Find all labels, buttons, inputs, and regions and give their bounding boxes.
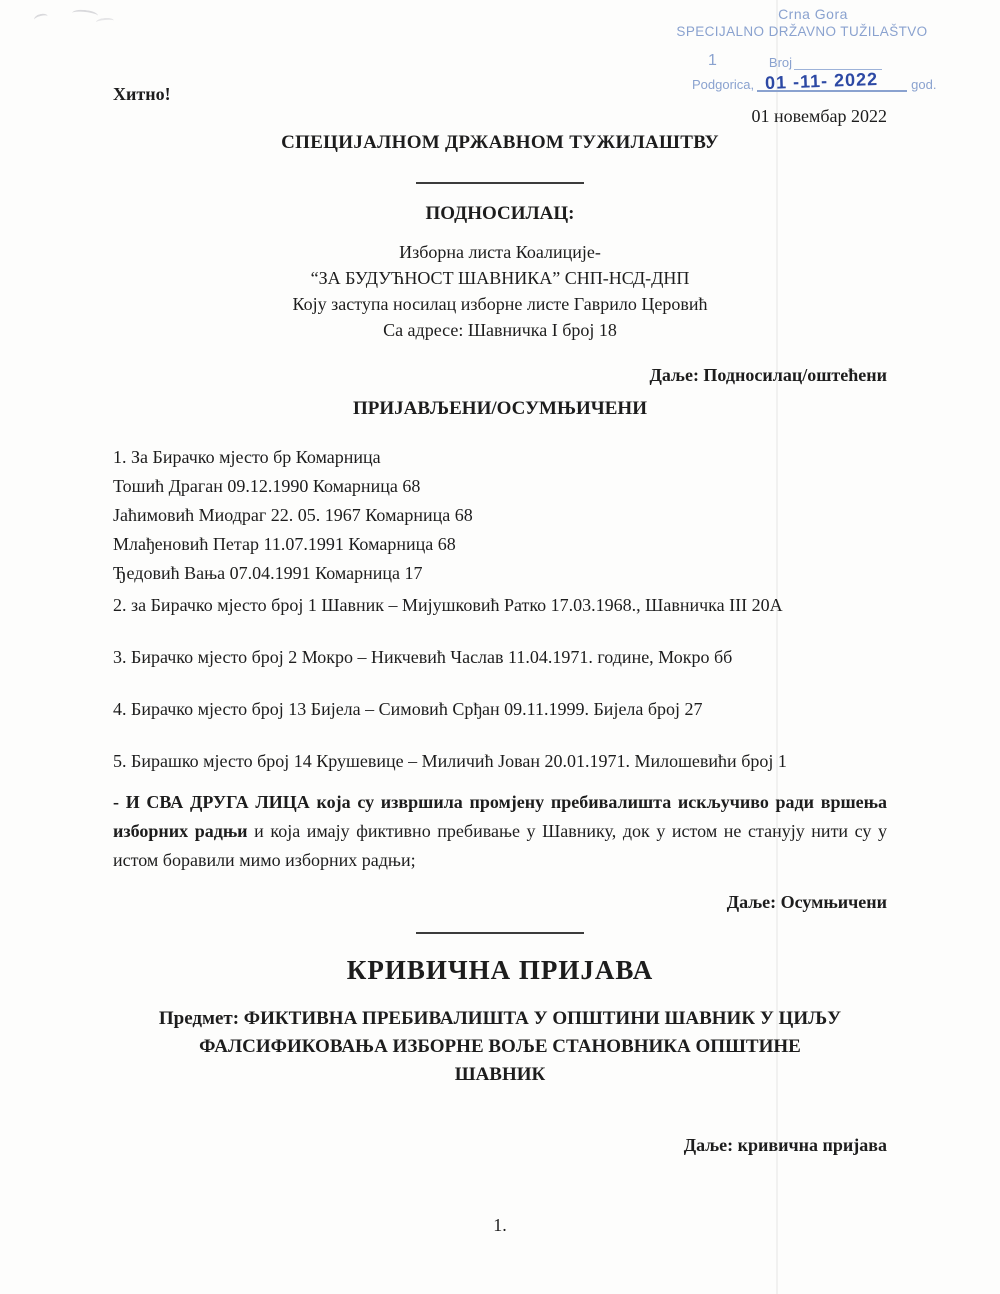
document-date: 01 новембар 2022 [751,106,887,126]
other-persons-bold-text: - И СВА ДРУГА ЛИЦА која су извршила промјену пребивалишта искључиво ради вршења изборних радњи [113,792,887,841]
submitter-line: “ЗА БУДУЋНОСТ ШАВНИКА” СНП-НСД-ДНП [310,268,690,288]
other-persons-regular-text: и која имају фиктивно пребивање у Шавнику, док у истом не станују нити су у истом боравили мимо изборних радњи; [113,821,888,870]
accused-item-5: 5. Бирашко мјесто број 14 Крушевице – Миличић Јован 20.01.1971. Милошевићи број 1 [113,751,787,771]
urgent-label: Хитно! [113,84,171,104]
stamp-office-name: SPECIJALNO DRŽAVNO TUŽILAŠTVO [676,24,928,39]
accused-item-3: 3. Бирачко мјесто број 2 Мокро – Никчевић Часлав 11.04.1971. године, Мокро бб [113,647,733,667]
other-persons-paragraph [113,788,887,875]
accused-line: Ђедовић Вања 07.04.1991 Комарница 17 [113,563,423,583]
accused-group-komarnica [113,443,887,588]
stamp-city-label: Podgorica, [692,77,755,92]
section-divider [416,182,584,184]
accused-line: Млађеновић Петар 11.07.1991 Комарница 68 [113,534,456,554]
complaint-title: КРИВИЧНА ПРИЈАВА [346,955,654,985]
accused-item-2: 2. за Бирачко мјесто број 1 Шавник – Мијушковић Ратко 17.03.1968., Шавничка III 20А [113,595,783,615]
accused-item-4: 4. Бирачко мјесто број 13 Бијела – Симовић Срђан 09.11.1999. Бијела број 27 [113,699,703,719]
complaint-alias: Даље: кривична пријава [683,1135,887,1155]
submitter-line: Са адресе: Шавничка I број 18 [383,320,617,340]
submitter-details [113,239,887,343]
stamp-broj-label: Broj [768,55,793,70]
submitter-alias: Даље: Подносилац/оштећени [649,365,887,385]
accused-heading: ПРИЈАВЉЕНИ/ОСУМЊИЧЕНИ [353,398,647,419]
addressee-title: СПЕЦИЈАЛНОМ ДРЖАВНОМ ТУЖИЛАШТВУ [281,132,719,153]
stamp-date-value: 01 -11- 2022 [764,69,879,93]
stamp-god-label: god. [911,77,937,92]
accused-line: 1. За Бирачко мјесто бр Комарница [113,447,381,467]
stamp-country: Crna Gora [778,6,848,22]
submitter-heading: ПОДНОСИЛАЦ: [425,203,575,224]
submitter-line: Коју заступа носилац изборне листе Гаврило Церовић [292,294,708,314]
page-number: 1. [493,1215,507,1235]
complaint-subject: Предмет: ФИКТИВНА ПРЕБИВАЛИШТА У ОПШТИНИ ШАВНИК У ЦИЉУ ФАЛСИФИКОВАЊА ИЗБОРНЕ ВОЉЕ СТАНОВНИКА ОПШТИНЕ ШАВНИК [158,1008,842,1085]
accused-line: Тошић Драган 09.12.1990 Комарница 68 [113,476,421,496]
section-divider [416,932,584,934]
stamp-handwritten-number: 1 [708,52,717,69]
accused-alias: Даље: Осумњичени [726,892,887,912]
submitter-line: Изборна листа Коалиције- [399,242,601,262]
accused-line: Јаћимовић Миодраг 22. 05. 1967 Комарница 68 [113,505,473,525]
